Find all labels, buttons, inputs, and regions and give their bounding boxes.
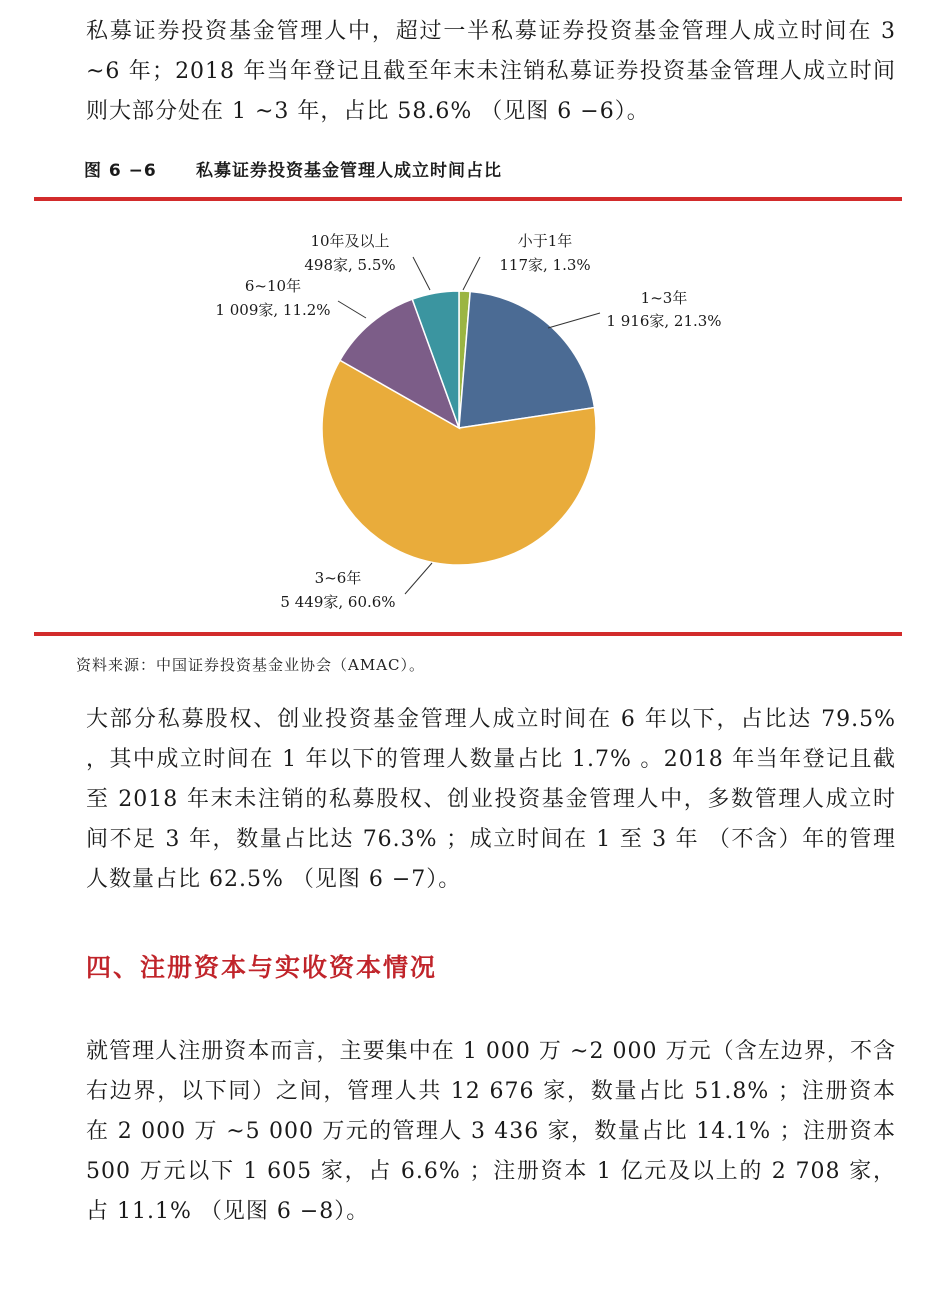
figure-title: 私募证券投资基金管理人成立时间占比 bbox=[196, 161, 502, 181]
slice-6-10-years-value-label: 1 009家, 11.2% bbox=[215, 301, 331, 319]
slice-1-3-years-value-label: 1 916家, 21.3% bbox=[606, 312, 722, 330]
figure-top-rule bbox=[34, 197, 902, 201]
figure-caption bbox=[84, 156, 502, 181]
slice-3-6-years-leader-line bbox=[405, 563, 432, 594]
slice-6-10-years-category-label: 6~10年 bbox=[244, 277, 302, 295]
slice-1-3-years-leader-line bbox=[548, 313, 600, 328]
figure-number: 图 6 −6 bbox=[84, 161, 157, 181]
slice-1-3-years bbox=[459, 291, 594, 428]
equity-paragraph: 大部分私募股权、创业投资基金管理人成立时间在 6 年以下，占比达 79.5% ，其中成立时间在 1 年以下的管理人数量占比 1.7% 。2018 年当年登记且截至 2018 年末未注销的私募股权、创业投资基金管理人中，多数管理人成立时间不足 3 年，数量占比达 76.3% ；成立时间在 1 至 3 年 （不含）年的管理人数量占比 62.5% （见图 6 −7）。 bbox=[86, 707, 896, 892]
slice-10-plus-years-value-label: 498家, 5.5% bbox=[304, 256, 396, 274]
slice-10-plus-years bbox=[412, 291, 459, 428]
slice-3-6-years-category-label: 3~6年 bbox=[314, 569, 362, 587]
figure-bottom-rule bbox=[34, 632, 902, 636]
slice-under-1-year-category-label: 小于1年 bbox=[517, 232, 573, 250]
slice-1-3-years-category-label: 1~3年 bbox=[640, 289, 688, 307]
slice-10-plus-years-leader-line bbox=[413, 257, 430, 290]
capital-paragraph: 就管理人注册资本而言，主要集中在 1 000 万 ~2 000 万元（含左边界，不含右边界，以下同）之间，管理人共 12 676 家，数量占比 51.8% ；注册资本在 2 000 万 ~5 000 万元的管理人 3 436 家，数量占比 14.1% ；注册资本 500 万元以下 1 605 家，占 6.6% ；注册资本 1 亿元及以上的 2 708 家，占 11.1% （见图 6 −8）。 bbox=[86, 1039, 896, 1224]
slice-6-10-years bbox=[340, 299, 459, 428]
slice-under-1-year-value-label: 117家, 1.3% bbox=[499, 256, 591, 274]
section-heading: 四、注册资本与实收资本情况 bbox=[86, 953, 438, 982]
intro-paragraph: 私募证券投资基金管理人中，超过一半私募证券投资基金管理人成立时间在 3 ~6 年；2018 年当年登记且截至年末未注销私募证券投资基金管理人成立时间则大部分处在 1 ~3 年，占比 58.6% （见图 6 −6）。 bbox=[86, 19, 896, 124]
slice-10-plus-years-category-label: 10年及以上 bbox=[310, 232, 390, 250]
slice-under-1-year bbox=[459, 291, 470, 428]
slice-3-6-years-value-label: 5 449家, 60.6% bbox=[280, 593, 396, 611]
figure-source: 资料来源：中国证券投资基金业协会（AMAC）。 bbox=[76, 656, 426, 674]
slice-6-10-years-leader-line bbox=[338, 301, 366, 318]
slice-under-1-year-leader-line bbox=[463, 257, 480, 290]
slice-3-6-years bbox=[322, 360, 596, 565]
